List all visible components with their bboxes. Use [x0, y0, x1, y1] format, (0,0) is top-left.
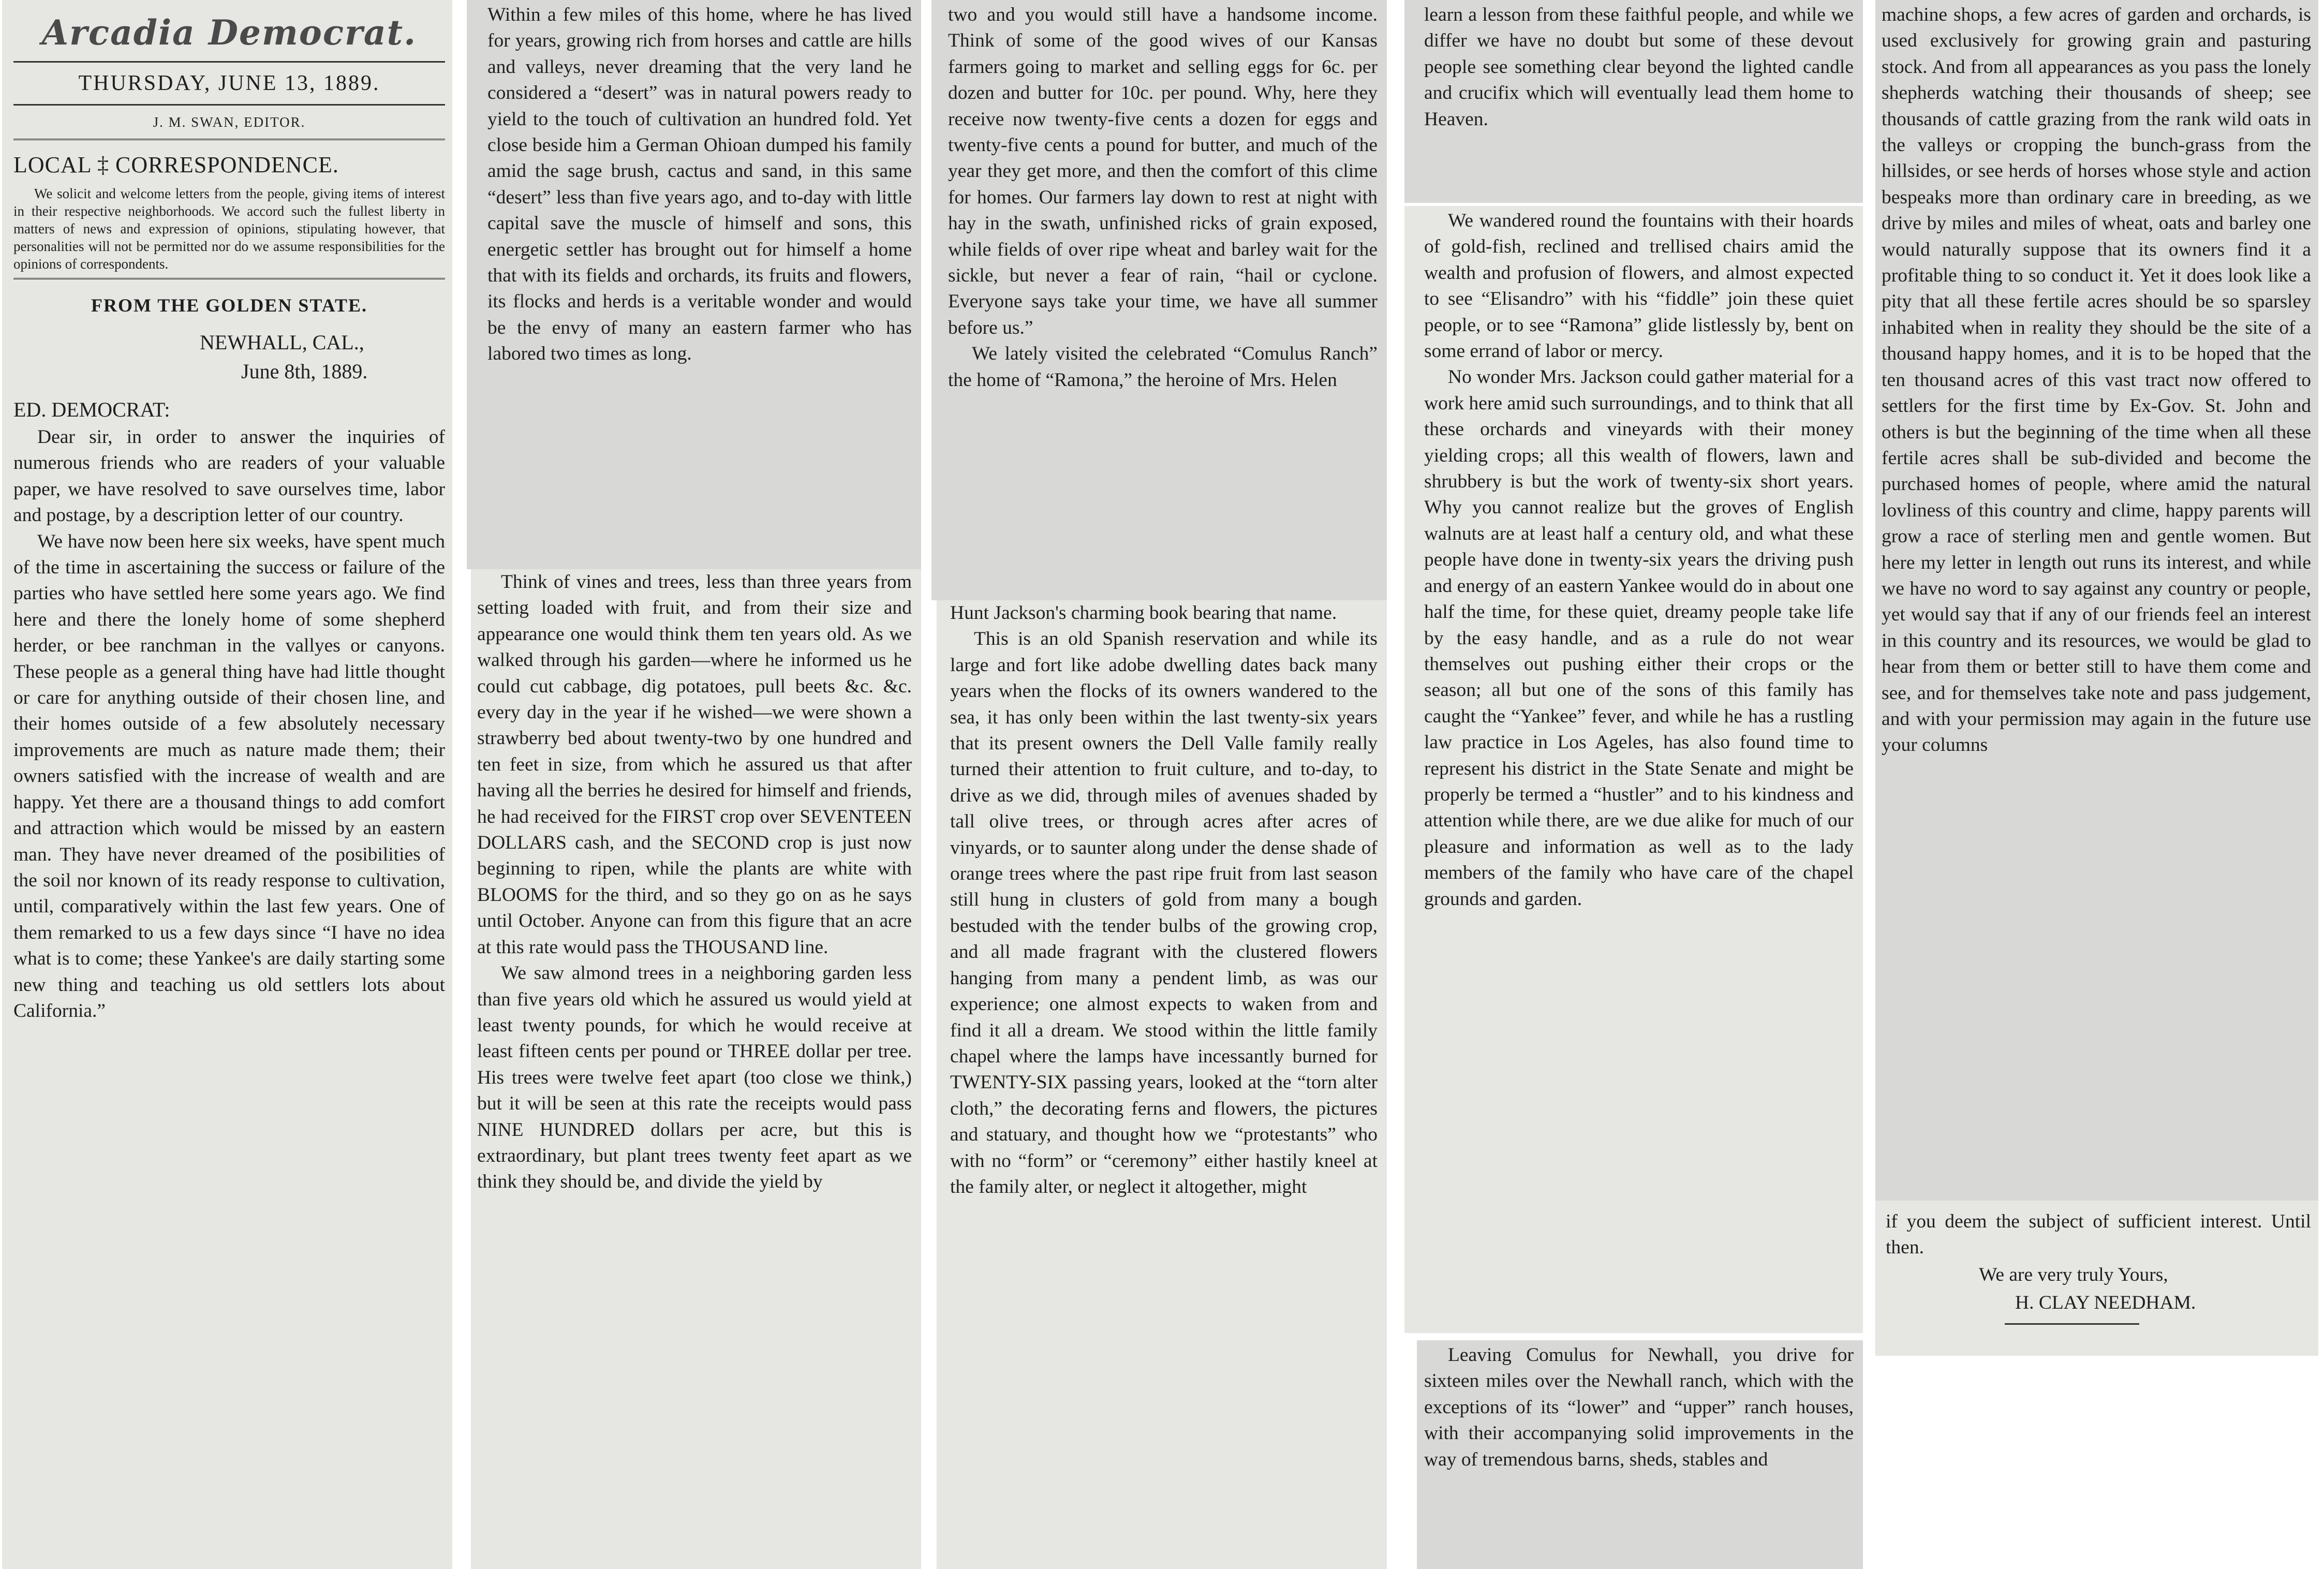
- closing-line: We are very truly Yours,: [1979, 1264, 2168, 1285]
- column-4-bottom-text: [1424, 1342, 1854, 1473]
- paragraph: This is an old Spanish reservation and while its large and fort like adobe dwelling dates back many years when the flocks of its owners wandered to the sea, it has only been within the last twenty-six years that its present owners the Dell Valle family really turned their attention to fruit culture, and to-day, to drive as we did, through miles of avenues shaded by tall olive trees, or through acres after acres of vinyards, or to saunter along under the dense shade of orange trees where the past ripe fruit from last season still hung in clusters of gold from many a bough bestuded with the tender bulbs of the growing crop, and all made fragrant with the clustered flowers hanging from many a pendent limb, as was our experience; one almost expects to waken from and find it all a dream. We stood within the little family chapel where the lamps have incessantly burned for TWENTY-SIX passing years, looked at the “torn alter cloth,” the decorating ferns and flowers, the pictures and statuary, and thought how we “protestants” who with no “form” or “ceremony” either hastily kneel at the family alter, or neglect it altogether, might: [950, 628, 1378, 1197]
- column-3-top-text: [948, 2, 1378, 393]
- column-4-middle: [1404, 206, 1863, 1333]
- column-5-top-text: [1882, 2, 2311, 759]
- dateline: THURSDAY, JUNE 13, 1889.: [78, 71, 380, 95]
- editor-line: J. M. SWAN, EDITOR.: [153, 114, 306, 130]
- column-5-top: [1875, 0, 2318, 1201]
- article-salutation: ED. DEMOCRAT:: [13, 398, 170, 421]
- paragraph: Dear sir, in order to answer the inquiries of numerous friends who are readers of your valuable paper, we have resolved to save ourselves time, labor and postage, by a description letter of our country.: [13, 426, 445, 526]
- department-notice: We solicit and welcome letters from the people, giving items of interest in their respective neighborhoods. We accord such the fullest liberty in matters of news and expression of opinions, stipulating however, that personalities will not be permitted nor do we assume responsibilities for the opinions of correspondents.: [13, 186, 445, 272]
- paragraph: We saw almond trees in a neighboring garden less than five years old which he assured us would yield at least twenty pounds, for which he would receive at least fifteen cents per pound or THREE dollar per tree. His trees were twelve feet apart (too close we think,) but it will be seen at this rate the receipts would pass NINE HUNDRED dollars per acre, but this is extraordinary, but plant trees twenty feet apart as we think they should be, and divide the yield by: [477, 963, 912, 1193]
- paragraph: Hunt Jackson's charming book bearing that name.: [950, 602, 1337, 624]
- paragraph: learn a lesson from these faithful people, and while we differ we have no doubt but some of these devout people see something clear beyond the lighted candle and crucifix which will eventually lead them home to Heaven.: [1424, 4, 1854, 130]
- column-4-top-text: [1424, 2, 1854, 132]
- editor-rule: [13, 139, 445, 143]
- paragraph: Within a few miles of this home, where he has lived for years, growing rich from horses and cattle are hills and valleys, never dreaming that the very land he considered a “desert” was in natural powers ready to yield to the touch of cultivation an hundred fold. Yet close beside him a German Ohioan dumped his family amid the sage brush, cactus and sand, in this same “desert” less than five years ago, and to-day with little capital save the muscle of himself and sons, this energetic settler has brought out for himself a home that with its fields and orchards, its fruits and flowers, its flocks and herds is a veritable wonder and would be the envy of many an eastern farmer who has labored two times as long.: [487, 4, 912, 365]
- paragraph: two and you would still have a handsome income. Think of some of the good wives of our Kansas farmers going to market and selling eggs for 6c. per dozen and butter for 10c. per pound. Why, here they receive now twenty-five cents a dozen for eggs and twenty-five cents a pound for butter, and much of the year they get more, and then the comfort of this clime for homes. Our farmers lay down to rest at night with hay in the swath, unfinished ricks of grain exposed, while fields of over ripe wheat and barley wait for the sickle, but never a fear of rain, “hail or cyclone. Everyone says take your time, we have all summer before us.”: [948, 4, 1378, 338]
- column-2-top-text: [487, 2, 912, 367]
- signature: H. CLAY NEEDHAM.: [2015, 1292, 2196, 1313]
- dateline-rule: [13, 104, 445, 106]
- article-date: June 8th, 1889.: [241, 360, 368, 383]
- column-3-bottom-text: [950, 600, 1378, 1200]
- column-2-bottom-text: [477, 569, 912, 1195]
- masthead-title: Arcadia Democrat.: [41, 12, 417, 53]
- column-4-top: [1404, 0, 1863, 203]
- notice-rule: [13, 278, 445, 283]
- paragraph: We have now been here six weeks, have spent much of the time in ascertaining the success or failure of the parties who have settled here some years ago. We find here and there the lonely home of some shepherd herder, or bee ranchman in the vallyes or canyons. These people as a general thing have had little thought or care for anything outside of their chosen line, and their homes outside of a few absolutely necessary improvements are much as nature made them; their owners satisfied with the increase of wealth and are happy. Yet there are a thousand things to add comfort and attraction which would be missed by an eastern man. They have never dreamed of the posibilities of the soil nor known of its ready response to cultivation, until, comparatively within the last few years. One of them remarked to us a few days since “I have no idea what is to come; these Yankee's are daily starting some new thing and teaching us old settlers lots about California.”: [13, 530, 445, 1022]
- paragraph: Leaving Comulus for Newhall, you drive for sixteen miles over the Newhall ranch, which with the exceptions of its “lower” and “upper” ranch houses, with their accompanying solid improvements in the way of tremendous barns, sheds, stables and: [1424, 1344, 1854, 1470]
- column-3-bottom: [937, 600, 1387, 1569]
- paragraph: machine shops, a few acres of garden and orchards, is used exclusively for growing grain and pasturing stock. And from all appearances as you pass the lonely shepherds watching their thousands of sheep; see thousands of cattle grazing from the rank wild oats in the valleys or cropping the bunch-grass from the hillsides, or see herds of horses whose style and action bespeaks more than ordinary care in breeding, as we drive by miles and miles of wheat, oats and barley one would naturally suppose that its owners find it a profitable thing to so conduct it. Yet it does look like a pity that all these fertile acres should be so sparsley inhabited when in reality they should be the site of a thousand happy homes, and it is to be hoped that the ten thousand acres of this vast tract now offered to settlers for the first time by Ex-Gov. St. John and others is but the beginning of the time when all these fertile acres shall be sub-divided and become the purchased homes of people, where amid the natural lovliness of this country and clime, happy parents will grow a race of sterling men and gentle women. But here my letter in length out runs its interest, and while we have no word to say against any country or people, yet would say that if any of our friends feel an interest in this country and its resources, we would be glad to hear from them or better still to have them come and see, and for themselves take note and pass judgement, and with your permission may again in the future use your columns: [1882, 4, 2311, 756]
- paragraph: We lately visited the celebrated “Comulus Ranch” the home of “Ramona,” the heroine of Mrs. Helen: [948, 343, 1378, 391]
- signature-rule: [2005, 1323, 2139, 1325]
- department-heading: LOCAL ‡ CORRESPONDENCE.: [13, 152, 339, 177]
- masthead-rule: [13, 61, 445, 63]
- paragraph: Think of vines and trees, less than three years from setting loaded with fruit, and from their size and appearance one would think them ten years old. As we walked through his garden—where he informed us he could cut cabbage, dig potatoes, pull beets &c. &c. every day in the year if he wished—we were shown a strawberry bed about twenty-two by one hundred and ten feet in size, from which he assured us that after having all the berries he desired for himself and friends, he had received for the FIRST crop over SEVENTEEN DOLLARS cash, and the SECOND crop is just now beginning to ripen, while the plants are white with BLOOMS for the third, and so they go on as he says until October. Anyone can from this figure that an acre at this rate would pass the THOUSAND line.: [477, 571, 912, 958]
- column-3-top: [931, 0, 1387, 600]
- column-2-bottom: [471, 569, 921, 1569]
- paragraph: We wandered round the fountains with their hoards of gold-fish, reclined and trellised chairs amid the wealth and profusion of flowers, and almost expected to see “Elisandro” with his “fiddle” join these quiet people, or to see “Ramona” glide listlessly by, bent on some errand of labor or mercy.: [1424, 210, 1854, 362]
- column-5-bottom-text: [1886, 1209, 2311, 1261]
- column-4-middle-text: [1424, 208, 1854, 912]
- paragraph: if you deem the subject of sufficient interest. Until then.: [1886, 1211, 2311, 1259]
- column-1-text: [13, 424, 445, 1024]
- article-headline: FROM THE GOLDEN STATE.: [91, 295, 368, 316]
- column-4-bottom: [1417, 1340, 1863, 1569]
- column-5-bottom: [1875, 1201, 2318, 1356]
- column-1: [2, 0, 452, 1569]
- paragraph: No wonder Mrs. Jackson could gather material for a work here amid such surroundings, and to think that all these orchards and vineyards with their money yielding crops; all this wealth of flowers, lawn and shrubbery is but the work of twenty-six short years. Why you cannot realize but the groves of English walnuts are at least half a century old, and what these people have done in twenty-six years the driving push and energy of an eastern Yankee would do in about one half the time, for these quiet, dreamy people take life by the easy handle, and as a rule do not wear themselves out pushing either their crops or the season; all but one of the sons of this family has caught the “Yankee” fever, and while he has a rustling law practice in Los Ageles, has also found time to represent his district in the State Senate and might be properly be termed a “hustler” and to his kindness and attention while there, are we due alike for much of our pleasure and information as well as to the lady members of the family who have care of the chapel grounds and garden.: [1424, 366, 1854, 910]
- column-2-top: [467, 0, 921, 569]
- article-place: NEWHALL, CAL.,: [200, 331, 364, 354]
